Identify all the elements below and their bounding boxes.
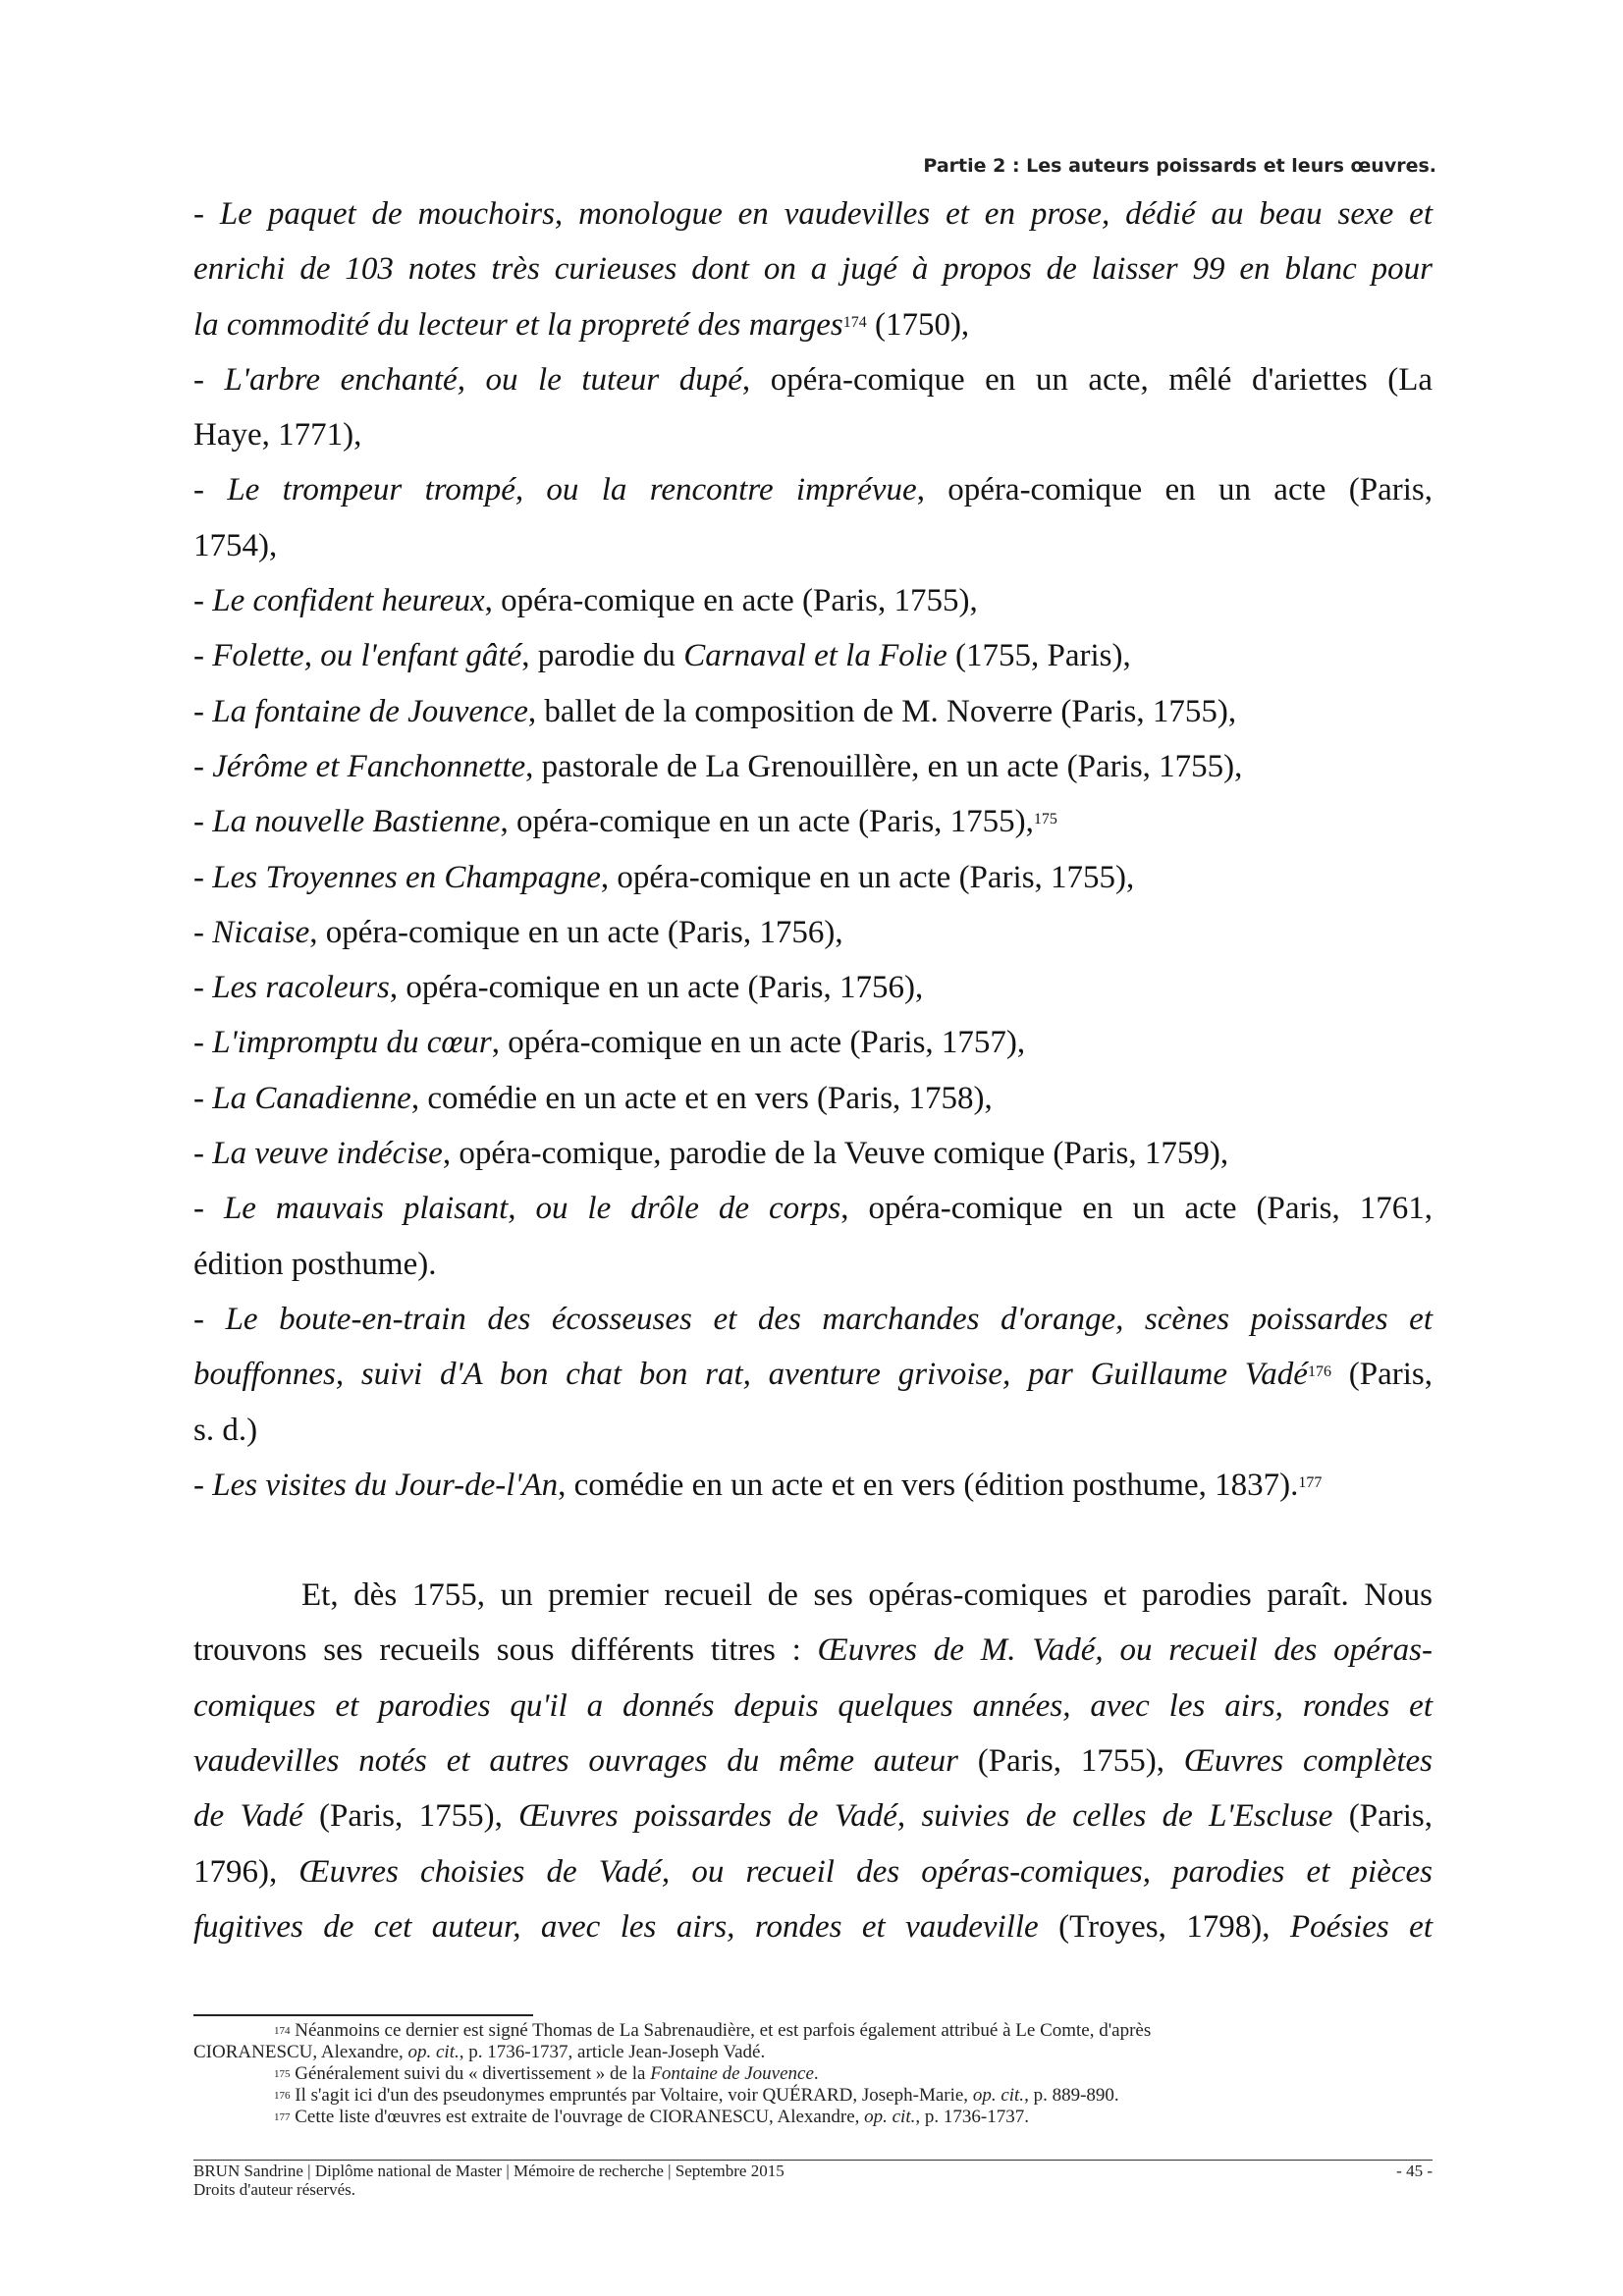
work-item-line xyxy=(193,739,1433,794)
work-title: - Le paquet de mouchoirs, monologue en vaudevilles et en prose, dédié au beau sexe et xyxy=(193,196,1433,232)
work-title: Carnaval et la Folie xyxy=(683,638,947,674)
work-details: , opéra-comique en acte (Paris, 1755), xyxy=(484,583,978,619)
work-title: - La nouvelle Bastienne xyxy=(193,804,501,840)
work-details: , comédie en un acte et en vers (édition posthume, 1837). xyxy=(558,1467,1299,1503)
work-details: , parodie du xyxy=(521,638,684,674)
work-title: - Nicaise xyxy=(193,914,310,950)
work-item-line xyxy=(193,628,1433,683)
work-title: - Les visites du Jour-de-l'An xyxy=(193,1467,559,1503)
work-item-line xyxy=(193,1458,1433,1513)
work-item-line xyxy=(193,462,1433,517)
work-item-line: Haye, 1771), xyxy=(193,417,362,454)
footnote-ref[interactable]: 176 xyxy=(1307,1363,1331,1381)
footnote-177: $^{177}$ Cette liste d'œuvres est extraite de l'ouvrage de CIORANESCU, Alexandre, op. cit., p. 1736-1737. xyxy=(274,2107,1029,2127)
work-title: Poésies et xyxy=(1289,1908,1433,1945)
running-header: Partie 2 : Les auteurs poissards et leurs œuvres. xyxy=(923,155,1436,177)
paragraph-line: de Vadé (Paris, 1755), Œuvres poissardes de Vadé, suivies de celles de L'Escluse (Paris, xyxy=(193,1798,1433,1835)
work-title: Œuvres de M. Vadé, ou recueil des opéras- xyxy=(817,1632,1434,1669)
footnotes xyxy=(193,2020,1433,2128)
work-title: la commodité du lecteur et la propreté des marges xyxy=(193,306,843,343)
work-title: - Le confident heureux xyxy=(193,583,485,619)
paragraph-line: trouvons ses recueils sous différents titres : Œuvres de M. Vadé, ou recueil des opéras- xyxy=(193,1632,1434,1669)
work-title: - Jérôme et Fanchonnette xyxy=(193,748,526,784)
work-details: (Paris, xyxy=(1348,1357,1433,1393)
work-title: - L'arbre enchanté, ou le tuteur dupé xyxy=(193,361,742,398)
work-title: - L'impromptu du cœur xyxy=(193,1025,492,1061)
footnote-174-cont: CIORANESCU, Alexandre, op. cit., p. 1736-1737, article Jean-Joseph Vadé. xyxy=(193,2042,766,2062)
work-item-line xyxy=(193,1126,1433,1181)
paragraph-line: Et, dès 1755, un premier recueil de ses opéras-comiques et parodies paraît. Nous xyxy=(301,1577,1433,1614)
work-item-line: 1754), xyxy=(193,527,278,563)
work-title: Œuvres choisies de Vadé, ou recueil des opéras-comiques, parodies et pièces xyxy=(298,1853,1433,1890)
page-footer xyxy=(193,2162,1433,2199)
work-details: , opéra-comique en un acte (Paris, 1757), xyxy=(491,1025,1026,1061)
page-number: - 45 - xyxy=(1396,2162,1433,2180)
work-title: de Vadé xyxy=(193,1798,303,1835)
work-item-line xyxy=(193,352,1433,407)
footer-rights: Droits d'auteur réservés. xyxy=(193,2180,355,2199)
footnote-separator xyxy=(193,2014,533,2016)
work-item-line xyxy=(193,794,1433,849)
footnote-175: $^{175}$ Généralement suivi du « divertissement » de la Fontaine de Jouvence. xyxy=(274,2063,819,2084)
footnote-ref[interactable]: 175 xyxy=(1033,811,1057,828)
work-item-line xyxy=(193,1347,1433,1402)
footer-separator xyxy=(193,2160,1433,2161)
work-item-line xyxy=(193,1181,1433,1236)
work-item-line xyxy=(193,850,1433,905)
work-title: enrichi de 103 notes très curieuses dont on a jugé à propos de laisser 99 en blanc pour xyxy=(193,251,1433,288)
footnote-174: $^{174}$ Néanmoins ce dernier est signé Thomas de La Sabrenaudière, et est parfois également attribué à Le Comte, d'après xyxy=(274,2020,1152,2041)
body-text xyxy=(193,187,1433,1954)
footnote-number: 176 xyxy=(274,2090,291,2102)
work-title: - Le boute-en-train des écosseuses et des marchandes d'orange, scènes poissardes et xyxy=(193,1301,1433,1337)
work-details: (1755, Paris), xyxy=(947,638,1131,674)
work-item-line xyxy=(193,1071,1433,1126)
paragraph-line: 1796), Œuvres choisies de Vadé, ou recueil des opéras-comiques, parodies et pièces xyxy=(193,1853,1433,1890)
work-item-line xyxy=(193,187,1433,241)
work-item-line xyxy=(193,241,1433,296)
footnote-176: $^{176}$ Il s'agit ici d'un des pseudonymes empruntés par Voltaire, voir QUÉRARD, Joseph-Marie, op. cit., p. 889-890. xyxy=(274,2085,1119,2106)
work-details: , opéra-comique en un acte (Paris, 1756), xyxy=(389,970,924,1006)
work-item-line xyxy=(193,905,1433,960)
footnote-number: 175 xyxy=(274,2068,291,2080)
work-title: - Le mauvais plaisant, ou le drôle de corps xyxy=(193,1191,841,1227)
work-title: comiques et parodies qu'il a donnés depuis quelques années, avec les airs, rondes et xyxy=(193,1687,1433,1724)
work-details: , opéra-comique en un acte, mêlé d'ariettes (La xyxy=(741,361,1434,398)
footer-credit: BRUN Sandrine | Diplôme national de Master | Mémoire de recherche | Septembre 2015 xyxy=(193,2162,784,2180)
work-item-line: édition posthume). xyxy=(193,1246,437,1282)
work-details: , pastorale de La Grenouillère, en un acte (Paris, 1755), xyxy=(525,748,1243,784)
work-title: - La fontaine de Jouvence xyxy=(193,693,528,729)
work-title: - Les racoleurs xyxy=(193,970,390,1006)
work-item-line: s. d.) xyxy=(193,1412,258,1448)
work-title: - Les Troyennes en Champagne xyxy=(193,859,601,895)
footnote-ref[interactable]: 177 xyxy=(1298,1473,1323,1491)
work-details: , ballet de la composition de M. Noverre (Paris, 1755), xyxy=(527,693,1237,729)
paragraph-line: vaudevilles notés et autres ouvrages du même auteur (Paris, 1755), Œuvres complètes xyxy=(193,1743,1434,1780)
work-item-line xyxy=(193,960,1433,1015)
work-item-line xyxy=(193,684,1433,739)
work-details: , opéra-comique en un acte (Paris, 1761, xyxy=(840,1191,1433,1227)
footnote-number: 177 xyxy=(274,2111,291,2123)
paragraph-gap xyxy=(193,1513,1433,1568)
work-details: , opéra-comique en un acte (Paris, 1755), xyxy=(600,859,1135,895)
work-item-line xyxy=(193,297,1433,352)
work-title: vaudevilles notés et autres ouvrages du même auteur xyxy=(193,1743,958,1780)
work-details: (1750), xyxy=(866,306,970,343)
work-title: - Le trompeur trompé, ou la rencontre imprévue xyxy=(193,472,917,508)
work-item-line xyxy=(193,573,1433,628)
footnote-number: 174 xyxy=(274,2025,291,2037)
work-details: , opéra-comique en un acte (Paris, xyxy=(916,472,1433,508)
work-details: , comédie en un acte et en vers (Paris, 1758), xyxy=(410,1080,993,1116)
work-title: bouffonnes, suivi d'A bon chat bon rat, aventure grivoise, par Guillaume Vadé xyxy=(193,1357,1308,1393)
footnote-ref[interactable]: 174 xyxy=(842,313,867,331)
work-title: Œuvres poissardes de Vadé, suivies de celles de L'Escluse xyxy=(518,1798,1333,1835)
work-details: , opéra-comique en un acte (Paris, 1756), xyxy=(309,914,843,950)
work-title: Œuvres complètes xyxy=(1183,1743,1434,1780)
work-details: , opéra-comique, parodie de la Veuve comique (Paris, 1759), xyxy=(442,1136,1229,1172)
work-title: - Folette, ou l'enfant gâté xyxy=(193,638,522,674)
work-title: fugitives de cet auteur, avec les airs, rondes et vaudeville xyxy=(193,1908,1039,1945)
work-details: , opéra-comique en un acte (Paris, 1755), xyxy=(500,804,1034,840)
paragraph-line xyxy=(193,1679,1433,1734)
paragraph-line: fugitives de cet auteur, avec les airs, rondes et vaudeville (Troyes, 1798), Poésies et xyxy=(193,1908,1433,1945)
work-item-line xyxy=(193,1292,1433,1347)
work-item-line xyxy=(193,1015,1433,1070)
work-title: - La Canadienne xyxy=(193,1080,411,1116)
work-title: - La veuve indécise xyxy=(193,1136,443,1172)
